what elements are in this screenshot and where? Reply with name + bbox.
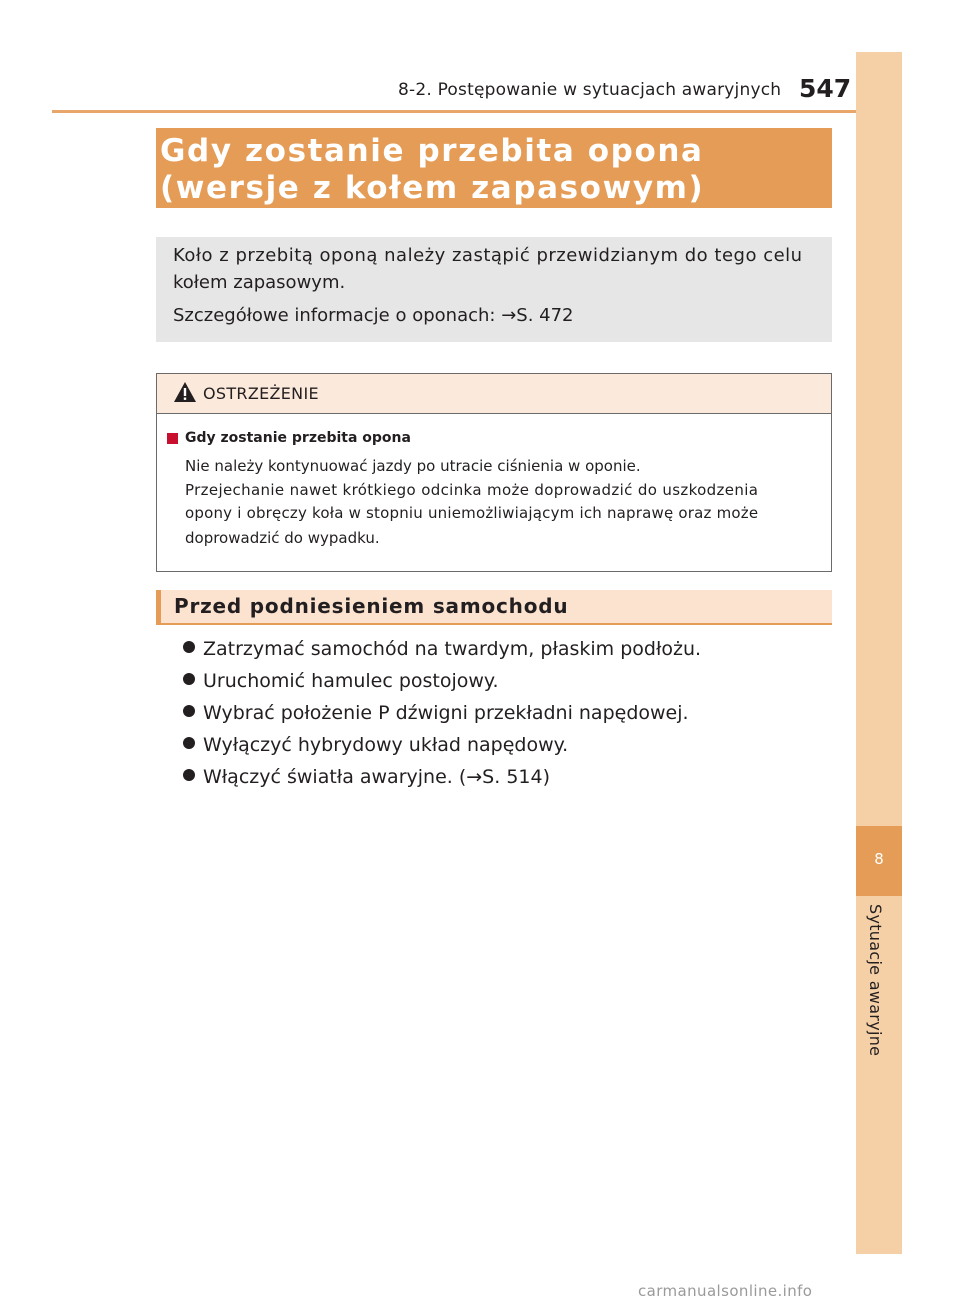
step-item (183, 702, 689, 724)
chapter-title: Sytuacje awaryjne (866, 904, 885, 1057)
intro-line-1: Koło z przebitą oponą należy zastąpić przewidzianym do tego celu (173, 245, 803, 266)
intro-reference-link[interactable]: Szczegółowe informacje o oponach: →S. 472 (173, 305, 574, 326)
section-title: Przed podniesieniem samochodu (174, 594, 569, 618)
step-item (183, 638, 701, 660)
warning-bullet-square (167, 433, 178, 444)
section-accent-bar (156, 590, 161, 625)
bullet-dot-icon (183, 705, 195, 717)
warning-box (156, 373, 832, 572)
step-text: Uruchomić hamulec postojowy. (203, 670, 499, 692)
page-title-line-2: (wersje z kołem zapasowym) (160, 170, 705, 206)
warning-text-line: doprowadzić do wypadku. (185, 529, 380, 547)
bullet-dot-icon (183, 737, 195, 749)
watermark: carmanualsonline.info (638, 1282, 813, 1300)
step-text: Zatrzymać samochód na twardym, płaskim podłożu. (203, 638, 702, 660)
page-number: 547 (799, 74, 852, 103)
warning-text-line: Przejechanie nawet krótkiego odcinka może doprowadzić do uszkodzenia (185, 481, 759, 499)
bullet-dot-icon (183, 673, 195, 685)
chapter-side-strip (856, 52, 902, 1254)
warning-title: OSTRZEŻENIE (203, 384, 319, 403)
step-text: Wybrać położenie P dźwigni przekładni napędowej. (203, 702, 689, 724)
warning-text-line: opony i obręczy koła w stopniu uniemożliwiającym ich naprawę oraz może (185, 504, 759, 522)
step-item (183, 670, 499, 692)
bullet-dot-icon (183, 769, 195, 781)
intro-line-2: kołem zapasowym. (173, 272, 346, 293)
header-rule (52, 110, 856, 113)
header-section-title: 8-2. Postępowanie w sytuacjach awaryjnych (398, 80, 782, 100)
chapter-number: 8 (874, 850, 884, 868)
step-item (183, 766, 550, 788)
step-text: Wyłączyć hybrydowy układ napędowy. (203, 734, 569, 756)
warning-triangle-icon (173, 381, 197, 403)
warning-text-line: Nie należy kontynuować jazdy po utracie ciśnienia w oponie. (185, 457, 641, 475)
warning-subtitle: Gdy zostanie przebita opona (185, 430, 411, 446)
warning-header (157, 374, 831, 414)
page-title-line-1: Gdy zostanie przebita opona (160, 133, 704, 169)
step-text-with-reference[interactable]: Włączyć światła awaryjne. (→S. 514) (203, 766, 550, 788)
step-item (183, 734, 568, 756)
bullet-dot-icon (183, 641, 195, 653)
